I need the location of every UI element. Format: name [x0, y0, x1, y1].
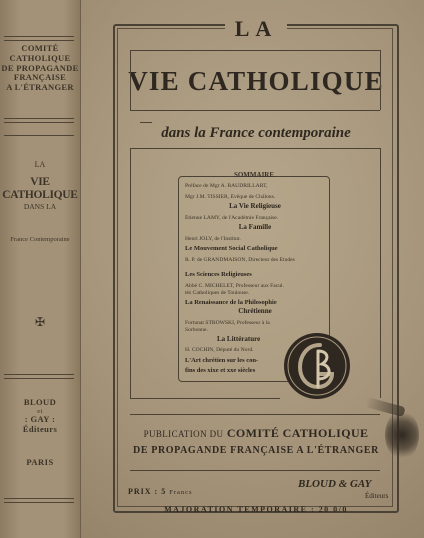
- sommaire-title: Le Mouvement Social Catholique: [185, 245, 278, 252]
- spine-la: LA: [34, 160, 46, 169]
- spine-edition-block: [0, 398, 80, 435]
- publisher-name: BLOUD & GAY: [298, 478, 372, 490]
- spine-rule: [4, 374, 74, 375]
- frame-bottom-line: [130, 398, 280, 399]
- sommaire-line: H. COCHIN, Député du Nord.: [185, 347, 254, 353]
- spine-text: Éditeurs: [22, 424, 58, 434]
- title-box-left: [130, 50, 131, 110]
- book-spine: [0, 0, 81, 538]
- majoration-note: MAJORATION TEMPORAIRE : 20 0/0: [164, 505, 348, 514]
- spine-france: France Contemporaine: [10, 236, 70, 243]
- sommaire-title: La Renaissance de la Philosophie: [185, 299, 277, 306]
- publication-rule: [130, 470, 380, 471]
- spine-rule: [4, 135, 74, 136]
- title-rule: [130, 110, 380, 111]
- sommaire-line: tés Catholiques de Toulouse.: [185, 290, 250, 296]
- sommaire-line: Sorbonne.: [185, 327, 208, 333]
- sommaire-line: Mgr J.M. TISSIER, Évêque de Châlons.: [185, 194, 276, 200]
- spine-rule: [4, 36, 74, 37]
- sommaire-line: Fortunat STROWSKI, Professeur à la: [185, 320, 270, 326]
- bloud-gay-monogram-icon: [282, 331, 352, 401]
- spine-text: COMITÉ: [21, 43, 59, 53]
- sommaire-title: La Vie Religieuse: [229, 203, 281, 210]
- publication-main: COMITÉ CATHOLIQUE: [226, 426, 369, 440]
- title-la: LA: [234, 16, 278, 41]
- title-box-right: [380, 50, 381, 110]
- spine-rule: [4, 502, 74, 503]
- frame-right-line: [380, 148, 381, 398]
- publication-line-2: DE PROPAGANDE FRANÇAISE A L'ÉTRANGER: [133, 445, 379, 456]
- price-value: 5: [161, 487, 167, 496]
- frame-left-line: [130, 148, 131, 398]
- spine-text: : GAY :: [24, 414, 56, 425]
- price-label: PRIX :: [128, 487, 159, 496]
- sommaire-title: L'Art chrétien sur les con-: [185, 357, 259, 364]
- spine-title: VIE CATHOLIQUE: [2, 176, 78, 202]
- spine-rule: [4, 40, 74, 41]
- spine-text: DE PROPAGANDE: [1, 62, 79, 73]
- title-rule: [130, 50, 380, 51]
- spine-text: CATHOLIQUE: [9, 52, 71, 63]
- sommaire-line: Préface de Mgr A. BAUDRILLART,: [185, 183, 268, 189]
- sommaire-line: Abbé C. MICHELET, Professeur aux Facul.: [185, 283, 285, 289]
- sommaire-line: Henri JOLY, de l'Institut.: [185, 236, 241, 242]
- publication-prefix: PUBLICATION DU: [143, 429, 224, 439]
- spine-text: et: [37, 407, 43, 415]
- spine-rule: [4, 118, 74, 119]
- ink-stain: [385, 410, 419, 460]
- price-unit: Francs: [169, 489, 193, 496]
- spine-publisher-block: [0, 44, 80, 93]
- subtitle-rule: [140, 122, 152, 123]
- publication-rule: [130, 414, 380, 415]
- publisher-editeurs: Éditeurs: [365, 492, 389, 500]
- spine-text: A L'ÉTRANGER: [6, 82, 74, 93]
- spine-emblem-icon: ✠: [34, 315, 46, 329]
- sommaire-line: R. P. de GRANDMAISON, Directeur des Études: [185, 257, 295, 263]
- publication-line-1: [113, 426, 399, 441]
- sommaire-heading: SOMMAIRE: [233, 171, 275, 179]
- sommaire-title: Les Sciences Religieuses: [185, 271, 252, 278]
- price: [128, 487, 193, 496]
- sommaire-line: Étienne LAMY, de l'Académie Française.: [185, 215, 279, 221]
- sommaire-title: fins des xixe et xxe siècles: [185, 367, 256, 374]
- spine-rule: [4, 122, 74, 123]
- sommaire-title: La Littérature: [217, 336, 261, 343]
- spine-text: BLOUD: [23, 397, 57, 407]
- cover-subtitle: dans la France contemporaine: [161, 125, 351, 141]
- spine-rule: [4, 378, 74, 379]
- spine-city: PARIS: [26, 457, 54, 467]
- sommaire-title: La Famille: [238, 224, 272, 231]
- spine-dans-la: DANS LA: [23, 202, 57, 211]
- subtitle-rule: [130, 148, 380, 149]
- spine-text: FRANÇAISE: [13, 72, 67, 83]
- spine-rule: [4, 498, 74, 499]
- sommaire-title: Chrétienne: [238, 308, 272, 315]
- cover-title: VIE CATHOLIQUE: [128, 66, 384, 96]
